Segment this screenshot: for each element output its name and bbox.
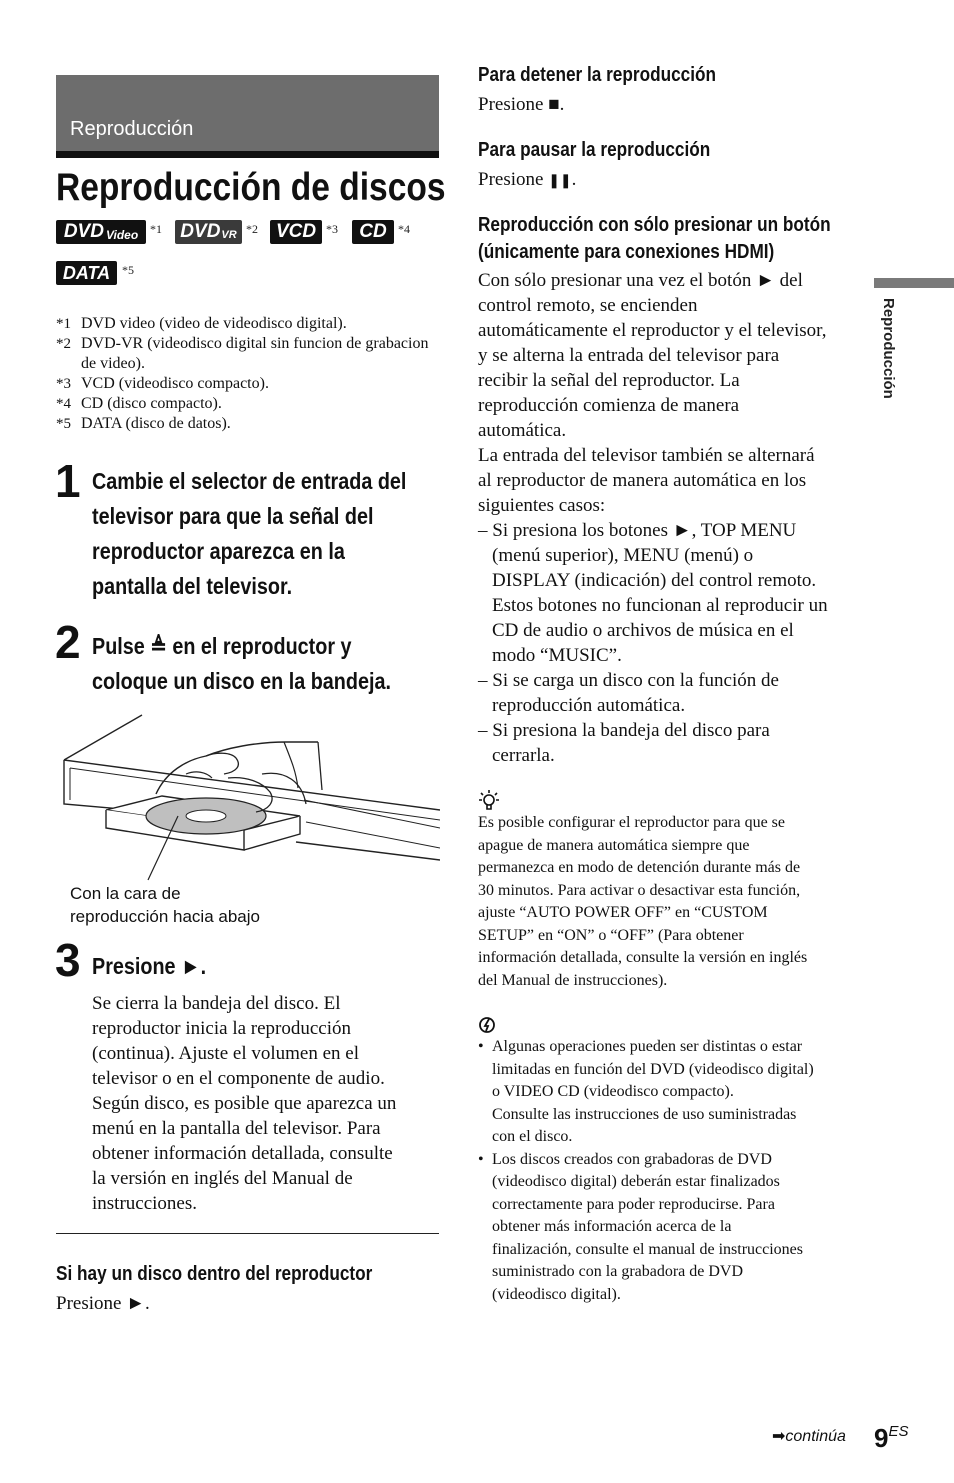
badge-footnote-mark: *3 xyxy=(326,222,338,236)
section-header-rule xyxy=(56,151,439,158)
play-icon: ► xyxy=(126,1293,145,1314)
stop-heading: Para detener la reproducción xyxy=(478,64,717,86)
disc-inside-text: Presione ►. xyxy=(56,1293,150,1314)
badge-footnote-mark: *4 xyxy=(398,222,410,236)
play-icon: ► xyxy=(756,270,775,291)
side-tab-label: Reproducción xyxy=(880,298,897,399)
continues-indicator: ➡continúa xyxy=(772,1428,846,1445)
one-touch-subheading: (únicamente para conexiones HDMI) xyxy=(478,241,775,263)
step-3-description: Se cierra la bandeja del disco. El reproductor inicia la reproducción (continua). Ajuste el volumen en el televisor o en el componente de audio. Según disco, es posible que aparezca un menú en la pantalla del televisor. Para obtener información detallada, consulte la versión en inglés del Manual de instrucciones. xyxy=(92,993,397,1214)
step-2-number: 2 xyxy=(55,616,81,668)
step-3-number: 3 xyxy=(55,934,81,986)
badge-footnote-mark: *1 xyxy=(150,222,162,236)
stop-text: Presione ■. xyxy=(478,94,565,115)
tip-lightbulb-icon xyxy=(478,788,500,812)
pause-heading: Para pausar la reproducción xyxy=(478,139,711,161)
side-tab-marker xyxy=(874,278,954,288)
play-icon: ► xyxy=(181,953,201,979)
page-title: Reproducción de discos xyxy=(56,166,446,209)
divider xyxy=(56,1233,439,1234)
cd-badge: CD xyxy=(352,220,394,244)
pause-icon: ❚❚ xyxy=(548,174,572,189)
step-1-text: Cambie el selector de entrada del televisor para que la señal del reproductor aparezca en la pantalla del televisor. xyxy=(92,468,407,599)
note-item: • Los discos creados con grabadoras de DVD (videodisco digital) deberán estar finalizados correctamente para poder reproducirse. Para obtener más información acerca de la finalización, consulte el manual de instrucciones suministrado con la grabadora de DVD (videodisco digital). xyxy=(478,1150,803,1303)
step-1-number: 1 xyxy=(55,455,81,507)
step-3-heading: Presione ►. xyxy=(92,953,207,979)
play-icon: ► xyxy=(672,520,692,541)
badge-footnote-mark: *5 xyxy=(122,263,134,277)
stop-icon: ■ xyxy=(548,94,560,115)
badge-footnote-mark: *2 xyxy=(246,222,258,236)
pause-text: Presione ❚❚. xyxy=(478,169,577,190)
notes-list xyxy=(478,1036,863,1306)
step-2-text: Pulse ≜ en el reproductor y coloque un disco en la bandeja. xyxy=(92,633,391,694)
one-touch-heading: Reproducción con sólo presionar un botón xyxy=(478,214,831,236)
one-touch-body: Con sólo presionar una vez el botón ► del control remoto, se encienden automáticamente el reproductor y el televisor, y se alterna la entrada del televisor para recibir la señal del reproductor. La reproducción comienza de manera automática. La entrada del televisor también se alternará al reproductor de manera automática en los siguientes casos: – Si presiona los botones ►, TOP MENU (menú superior), MENU (menú) o DISPLAY (indicación) del control remoto. Estos botones no funcionan al reproducir un CD de audio o archivos de música en el modo “MUSIC”. – Si se carga un disco con la función de reproducción automática. – Si presiona la bandeja del disco para cerrarla. xyxy=(478,270,828,766)
illustration-caption: Con la cara de reproducción hacia abajo xyxy=(70,884,260,926)
note-item: • Algunas operaciones pueden ser distintas o estar limitadas en función del DVD (videodisco digital) o VIDEO CD (videodisco compacto). Consulte las instrucciones de uso suministradas con el disco. xyxy=(478,1038,814,1145)
vcd-badge: VCD xyxy=(270,220,322,244)
eject-icon: ≜ xyxy=(150,633,167,659)
dvd-vr-badge: DVD VR xyxy=(175,220,242,244)
tip-text: Es posible configurar el reproductor para que se apague de manera automática siempre que permanezca en modo de detención durante más de 30 minutos. Para activar o desactivar esta función, ajuste “AUTO POWER OFF” en “CUSTOM SETUP” en “ON” o “OFF” (Para obtener información detallada, consulte la versión en inglés del Manual de instrucciones). xyxy=(478,814,808,989)
data-badge: DATA xyxy=(56,261,117,285)
note-icon xyxy=(478,1016,496,1034)
section-label: Reproducción xyxy=(70,118,194,140)
disc-inside-heading: Si hay un disco dentro del reproductor xyxy=(56,1263,373,1285)
page-number: 9ES xyxy=(874,1423,909,1453)
footnotes: *1 DVD video (video de videodisco digital). *2 DVD-VR (videodisco digital sin funcion de grabacion de video). *3 VCD (videodisco compacto). *4 CD (disco compacto). *5 DATA (disco de datos). xyxy=(56,315,429,432)
arrow-right-icon: ➡ xyxy=(772,1428,786,1445)
dvd-video-badge: DVD Video xyxy=(56,220,146,244)
